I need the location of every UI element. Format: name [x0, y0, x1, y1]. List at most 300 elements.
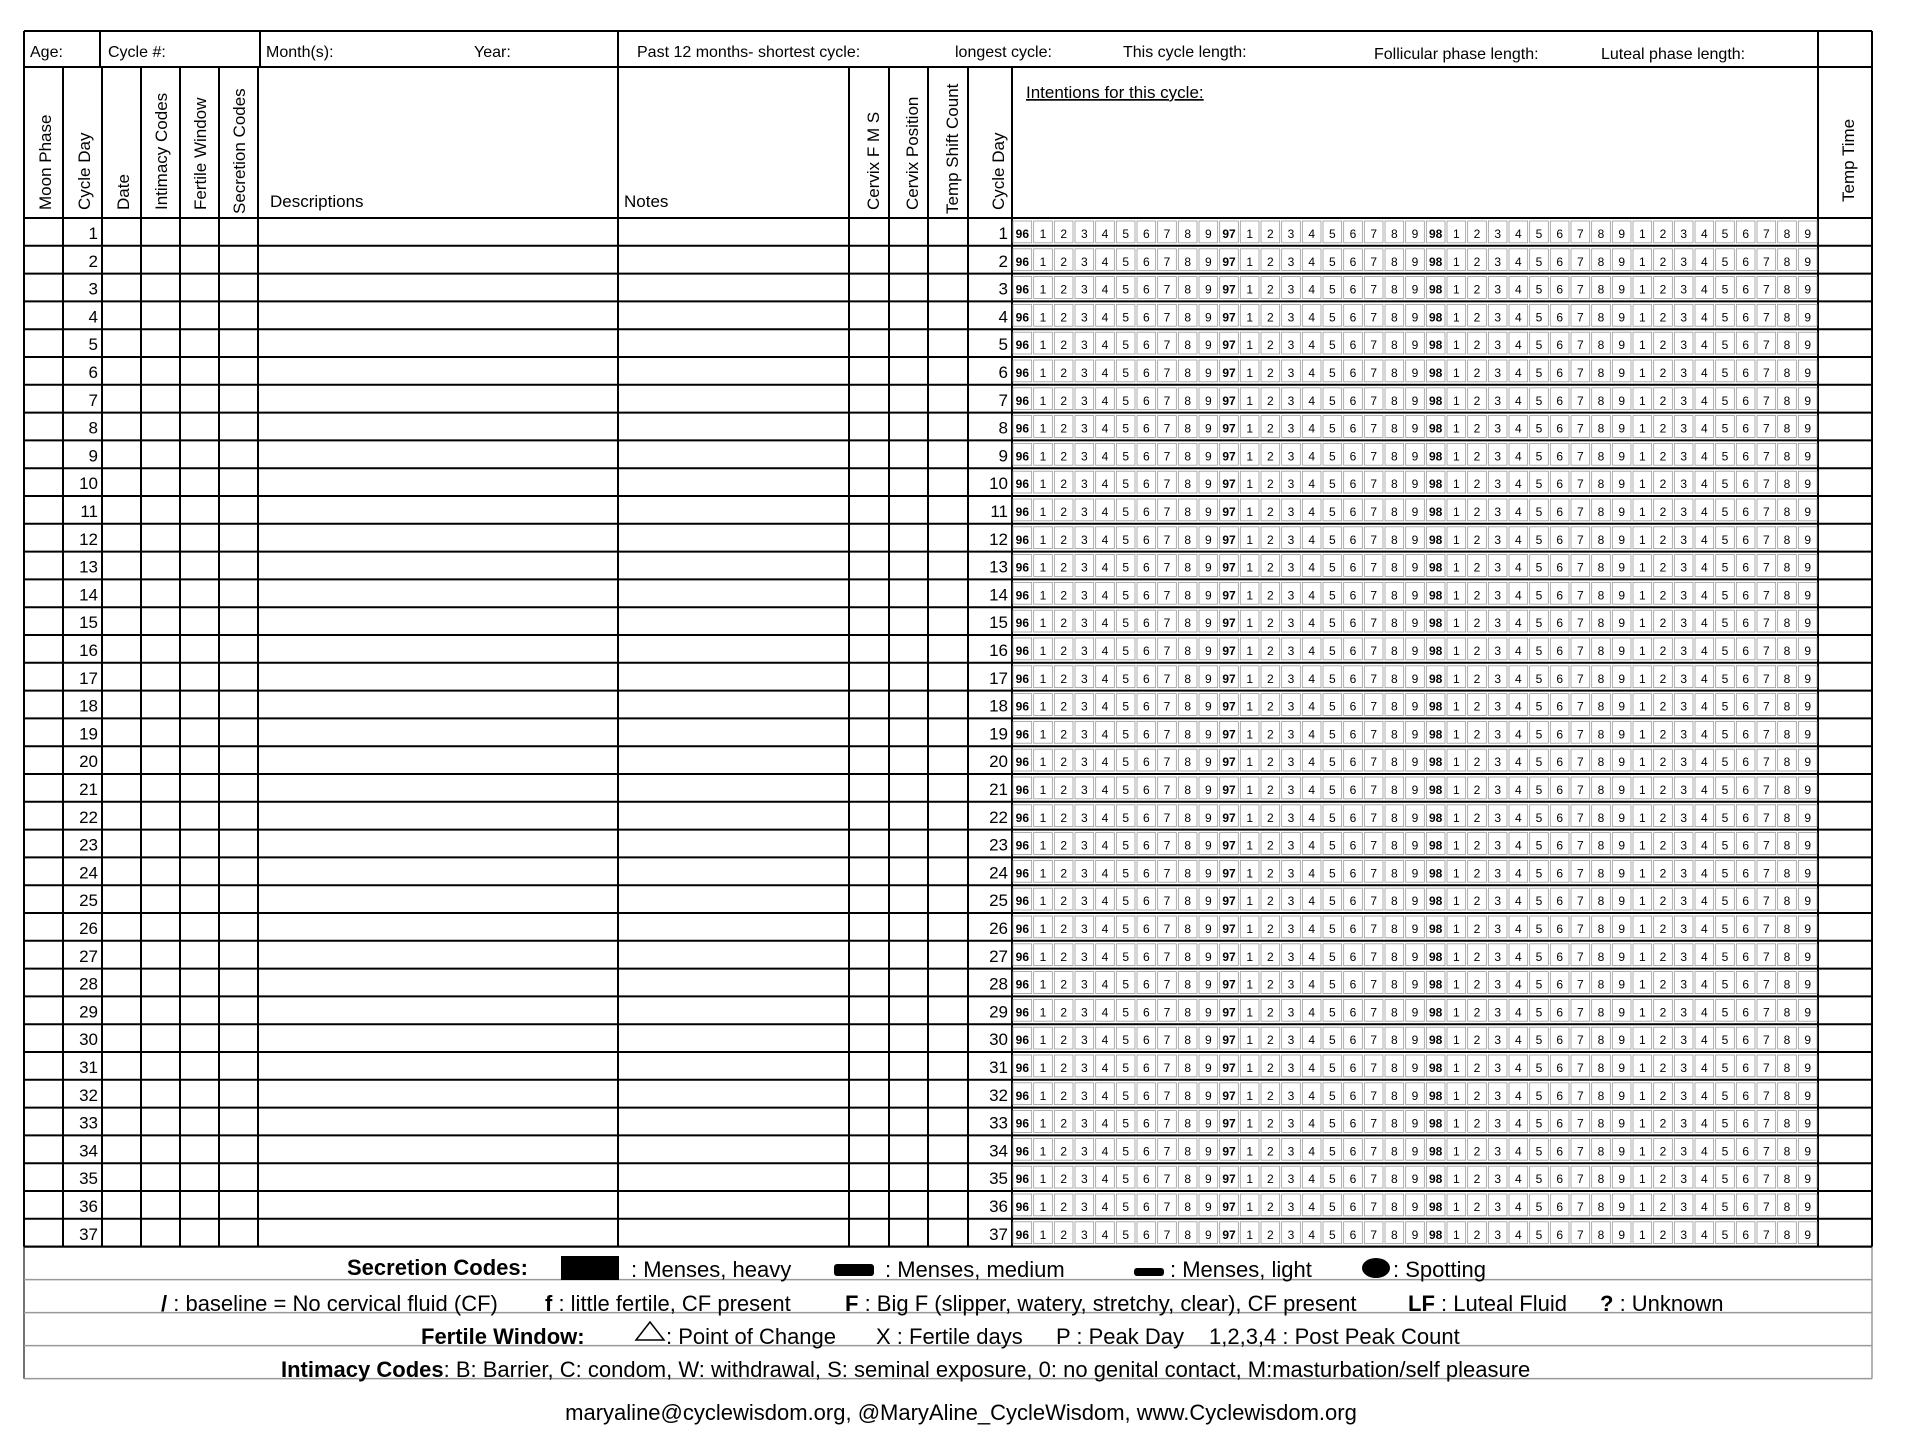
temp-scale-value: 9: [1618, 282, 1626, 297]
temp-scale-value: 8: [1783, 977, 1791, 992]
temp-scale-value: 6: [1742, 1116, 1750, 1131]
temp-scale-value: 6: [1142, 310, 1150, 325]
temp-scale-value: 8: [1390, 699, 1398, 714]
temp-scale-value: 7: [1370, 560, 1378, 575]
temp-scale-value: 7: [1370, 1088, 1378, 1103]
temp-scale-value: 7: [1576, 1116, 1584, 1131]
temp-scale-value: 6: [1349, 949, 1357, 964]
temp-scale-value: 4: [1514, 866, 1522, 881]
temp-scale-value: 6: [1742, 1005, 1750, 1020]
temp-scale-value: 8: [1390, 421, 1398, 436]
little-f-symbol: f: [545, 1291, 553, 1316]
temp-scale-value: 7: [1370, 783, 1378, 797]
temp-scale-value: 3: [1287, 1116, 1295, 1131]
temp-scale-value: 97: [1222, 1227, 1236, 1242]
temp-scale-value: 6: [1142, 449, 1150, 464]
temp-scale-value: 5: [1122, 449, 1130, 464]
temp-scale-value: 7: [1163, 560, 1171, 575]
temp-scale-value: 4: [1514, 366, 1522, 380]
temp-scale-value: 8: [1184, 1227, 1192, 1242]
temp-scale-value: 7: [1163, 421, 1171, 436]
temp-scale-value: 5: [1122, 393, 1130, 408]
temp-scale-value: 3: [1494, 560, 1502, 575]
temp-scale-value: 7: [1370, 1227, 1378, 1242]
temp-scale-value: 9: [1804, 532, 1812, 547]
temp-scale-value: 6: [1142, 810, 1150, 825]
temp-scale-value: 5: [1328, 1005, 1336, 1020]
temp-scale-value: 6: [1349, 449, 1357, 464]
temp-scale-value: 97: [1222, 505, 1236, 519]
temp-scale-value: 6: [1556, 810, 1564, 825]
temp-scale-value: 96: [1015, 699, 1030, 714]
temp-scale-value: 5: [1328, 1144, 1336, 1159]
temp-scale-value: 9: [1804, 310, 1812, 325]
temp-scale-value: 1: [1246, 254, 1254, 269]
temp-scale-value: 97: [1222, 393, 1236, 408]
temp-scale-value: 3: [1080, 866, 1088, 881]
temp-scale-value: 98: [1428, 977, 1443, 992]
temp-scale-value: 5: [1328, 755, 1336, 770]
temp-scale-value: 5: [1535, 1061, 1543, 1075]
temp-scale-value: 6: [1142, 838, 1150, 853]
cycle-day-cell-2: 28: [989, 974, 1008, 994]
temp-scale-value: 1: [1246, 505, 1254, 519]
temp-scale-value: 5: [1122, 755, 1130, 770]
temp-scale-value: 1: [1246, 977, 1254, 992]
temp-scale-value: 2: [1266, 644, 1274, 658]
temp-scale-value: 4: [1700, 338, 1708, 353]
temp-scale-value: 9: [1618, 727, 1626, 742]
temp-scale-value: 6: [1142, 1061, 1150, 1075]
temp-scale-value: 3: [1494, 1116, 1502, 1131]
temp-scale-value: 7: [1163, 755, 1171, 770]
temp-scale-value: 4: [1308, 588, 1316, 603]
temp-scale-value: 9: [1204, 644, 1212, 658]
temp-scale-value: 1: [1638, 810, 1646, 825]
temp-scale-value: 4: [1308, 1088, 1316, 1103]
temp-scale-value: 2: [1266, 310, 1274, 325]
temp-scale-value: 3: [1287, 644, 1295, 658]
temp-scale-value: 7: [1163, 1227, 1171, 1242]
temp-scale-value: 5: [1535, 727, 1543, 742]
cycle-day-cell-2: 24: [989, 863, 1008, 883]
temp-scale-value: 4: [1514, 449, 1522, 464]
temp-scale-value: 97: [1222, 1088, 1236, 1103]
temp-scale-value: 4: [1308, 810, 1316, 825]
temp-scale-value: 3: [1080, 393, 1088, 408]
temp-scale-value: 9: [1411, 671, 1419, 686]
temp-scale-value: 8: [1783, 1200, 1791, 1214]
temp-scale-value: 1: [1039, 1005, 1047, 1020]
temp-scale-value: 8: [1390, 254, 1398, 269]
temp-scale-value: 2: [1473, 532, 1481, 547]
temp-scale-value: 4: [1514, 1144, 1522, 1159]
temp-scale-value: 9: [1411, 949, 1419, 964]
temp-scale-value: 8: [1390, 1033, 1398, 1048]
cycle-day-cell: 28: [79, 974, 98, 994]
temp-scale-value: 9: [1804, 1033, 1812, 1048]
temp-scale-value: 5: [1122, 1227, 1130, 1242]
temp-scale-value: 7: [1370, 727, 1378, 742]
temp-scale-value: 3: [1680, 1116, 1688, 1131]
temp-scale-value: 3: [1494, 1033, 1502, 1048]
temp-scale-value: 9: [1618, 310, 1626, 325]
temp-scale-value: 6: [1556, 477, 1564, 492]
temp-scale-value: 3: [1287, 755, 1295, 770]
temp-scale-value: 9: [1618, 977, 1626, 992]
temp-scale-value: 6: [1742, 699, 1750, 714]
temp-scale-value: 2: [1266, 1172, 1274, 1187]
temp-scale-value: 8: [1597, 755, 1605, 770]
cycle-day-cell: 36: [79, 1197, 98, 1216]
temp-scale-value: 1: [1039, 560, 1047, 575]
temp-scale-value: 3: [1680, 588, 1688, 603]
temp-scale-value: 6: [1556, 671, 1564, 686]
secretion-codes-header: Secretion Codes: [230, 88, 249, 214]
unknown-text: : Unknown: [1613, 1291, 1724, 1316]
temp-scale-value: 2: [1473, 644, 1481, 658]
temp-scale-value: 6: [1349, 727, 1357, 742]
temp-scale-value: 5: [1721, 810, 1729, 825]
temp-scale-value: 8: [1184, 671, 1192, 686]
temp-scale-value: 4: [1514, 671, 1522, 686]
temp-scale-value: 8: [1184, 1005, 1192, 1020]
temp-scale-value: 8: [1783, 227, 1791, 241]
temp-scale-value: 97: [1222, 227, 1236, 241]
temp-scale-value: 4: [1308, 282, 1316, 297]
temp-scale-value: 8: [1390, 1200, 1398, 1214]
temp-scale-value: 1: [1246, 644, 1254, 658]
temp-scale-value: 7: [1163, 588, 1171, 603]
temp-scale-value: 8: [1597, 532, 1605, 547]
temp-scale-value: 2: [1266, 838, 1274, 853]
temp-scale-value: 1: [1039, 1200, 1047, 1214]
temp-scale-value: 8: [1783, 699, 1791, 714]
temp-scale-value: 8: [1597, 560, 1605, 575]
temp-scale-value: 3: [1680, 755, 1688, 770]
temp-scale-value: 8: [1597, 310, 1605, 325]
temp-scale-value: 6: [1349, 1033, 1357, 1048]
temp-scale-value: 1: [1039, 366, 1047, 380]
cycle-day-cell: 22: [79, 807, 98, 827]
temp-scale-value: 6: [1142, 254, 1150, 269]
temp-scale-value: 4: [1700, 560, 1708, 575]
temp-scale-value: 5: [1122, 810, 1130, 825]
temp-scale-value: 1: [1039, 310, 1047, 325]
temp-scale-value: 2: [1659, 366, 1667, 380]
temp-scale-value: 9: [1804, 977, 1812, 992]
temp-scale-value: 3: [1680, 699, 1688, 714]
temp-scale-value: 96: [1015, 1061, 1030, 1075]
temp-time-header: Temp Time: [1839, 118, 1858, 202]
temp-scale-value: 7: [1762, 1061, 1770, 1075]
temp-scale-value: 5: [1328, 282, 1336, 297]
temp-scale-value: 8: [1390, 477, 1398, 492]
temp-scale-value: 9: [1618, 866, 1626, 881]
temp-scale-value: 97: [1222, 1033, 1236, 1048]
temp-scale-value: 96: [1015, 1172, 1030, 1187]
temp-scale-value: 9: [1204, 894, 1212, 909]
temp-scale-value: 6: [1142, 1200, 1150, 1214]
temp-scale-value: 2: [1060, 866, 1068, 881]
temp-scale-value: 5: [1535, 1088, 1543, 1103]
temp-scale-value: 2: [1266, 671, 1274, 686]
temp-scale-value: 4: [1514, 616, 1522, 631]
temp-scale-value: 97: [1222, 616, 1236, 631]
temp-scale-value: 7: [1576, 505, 1584, 519]
temp-scale-value: 3: [1287, 949, 1295, 964]
temp-scale-value: 7: [1762, 755, 1770, 770]
cycle-day-cell: 1: [88, 224, 98, 243]
temp-scale-value: 7: [1163, 922, 1171, 936]
temp-scale-value: 7: [1163, 810, 1171, 825]
cycle-day-cell: 9: [88, 446, 98, 466]
temp-scale-value: 98: [1428, 1227, 1443, 1242]
temp-scale-value: 2: [1060, 949, 1068, 964]
temp-scale-value: 2: [1659, 866, 1667, 881]
temp-scale-value: 4: [1308, 1033, 1316, 1048]
temp-scale-value: 9: [1618, 1200, 1626, 1214]
temp-scale-value: 6: [1742, 1061, 1750, 1075]
temp-scale-value: 8: [1390, 922, 1398, 936]
cycle-day-cell-2: 11: [990, 502, 1008, 521]
temp-scale-value: 4: [1700, 366, 1708, 380]
temp-scale-value: 8: [1597, 866, 1605, 881]
temp-scale-value: 1: [1246, 477, 1254, 492]
temp-scale-value: 3: [1494, 449, 1502, 464]
temp-scale-value: 3: [1080, 1005, 1088, 1020]
temp-scale-value: 2: [1266, 1200, 1274, 1214]
temp-scale-value: 96: [1015, 922, 1030, 936]
temp-scale-value: 8: [1597, 644, 1605, 658]
temp-scale-value: 4: [1308, 1116, 1316, 1131]
temp-scale-value: 1: [1452, 1005, 1460, 1020]
temp-scale-value: 5: [1535, 505, 1543, 519]
temp-scale-value: 2: [1473, 588, 1481, 603]
temp-scale-value: 6: [1556, 338, 1564, 353]
temp-scale-value: 3: [1080, 1061, 1088, 1075]
temp-scale-value: 5: [1122, 588, 1130, 603]
temp-scale-value: 4: [1101, 449, 1109, 464]
temp-scale-value: 2: [1659, 1116, 1667, 1131]
temp-scale-value: 4: [1101, 338, 1109, 353]
temp-scale-value: 1: [1452, 977, 1460, 992]
temp-scale-value: 4: [1514, 922, 1522, 936]
temp-scale-value: 5: [1535, 393, 1543, 408]
temp-scale-value: 9: [1411, 366, 1419, 380]
temp-scale-value: 2: [1659, 338, 1667, 353]
temp-scale-value: 7: [1576, 338, 1584, 353]
temp-scale-value: 6: [1742, 254, 1750, 269]
temp-scale-value: 1: [1638, 644, 1646, 658]
temp-scale-value: 8: [1597, 838, 1605, 853]
temp-scale-value: 8: [1597, 588, 1605, 603]
temp-scale-value: 8: [1783, 755, 1791, 770]
temp-scale-value: 4: [1700, 588, 1708, 603]
temp-scale-value: 7: [1762, 977, 1770, 992]
temp-scale-value: 6: [1349, 421, 1357, 436]
temp-scale-value: 3: [1680, 783, 1688, 797]
big-f-symbol: F: [845, 1291, 859, 1316]
temp-scale-value: 8: [1783, 560, 1791, 575]
temp-scale-value: 8: [1184, 227, 1192, 241]
temp-scale-value: 98: [1428, 644, 1443, 658]
temp-scale-value: 3: [1494, 671, 1502, 686]
temp-scale-value: 8: [1783, 949, 1791, 964]
temp-scale-value: 5: [1535, 783, 1543, 797]
temp-scale-value: 4: [1700, 532, 1708, 547]
temp-scale-value: 1: [1246, 449, 1254, 464]
temp-scale-value: 5: [1122, 977, 1130, 992]
temp-scale-value: 7: [1576, 810, 1584, 825]
temp-scale-value: 4: [1101, 866, 1109, 881]
temp-scale-value: 7: [1163, 727, 1171, 742]
temp-scale-value: 7: [1370, 588, 1378, 603]
temp-scale-value: 9: [1411, 1227, 1419, 1242]
temp-scale-value: 1: [1246, 310, 1254, 325]
temp-scale-value: 6: [1742, 616, 1750, 631]
temp-scale-value: 1: [1039, 949, 1047, 964]
temp-scale-value: 9: [1411, 1088, 1419, 1103]
temp-scale-value: 1: [1246, 393, 1254, 408]
temp-scale-value: 97: [1222, 532, 1236, 547]
temp-scale-value: 96: [1015, 1116, 1030, 1131]
temp-scale-value: 3: [1080, 227, 1088, 241]
temp-scale-value: 6: [1556, 421, 1564, 436]
temp-scale-value: 98: [1428, 616, 1443, 631]
temp-scale-value: 8: [1783, 727, 1791, 742]
temp-scale-value: 3: [1494, 1005, 1502, 1020]
temp-scale-value: 6: [1142, 977, 1150, 992]
temp-scale-value: 2: [1659, 449, 1667, 464]
intentions-header: Intentions for this cycle:: [1026, 83, 1204, 102]
temp-scale-value: 2: [1659, 1200, 1667, 1214]
temp-scale-value: 9: [1204, 588, 1212, 603]
temp-scale-value: 96: [1015, 1227, 1030, 1242]
temp-scale-value: 7: [1576, 560, 1584, 575]
temp-scale-value: 5: [1328, 1061, 1336, 1075]
temp-scale-value: 4: [1700, 449, 1708, 464]
temp-scale-value: 8: [1184, 366, 1192, 380]
temp-scale-value: 1: [1246, 1144, 1254, 1159]
temp-scale-value: 2: [1266, 922, 1274, 936]
temp-scale-value: 4: [1308, 366, 1316, 380]
temp-scale-value: 96: [1015, 449, 1030, 464]
temp-scale-value: 7: [1163, 338, 1171, 353]
cycle-day-cell-2: 13: [989, 557, 1008, 577]
temp-scale-value: 98: [1428, 1200, 1443, 1214]
temp-scale-value: 8: [1184, 838, 1192, 853]
temp-scale-value: 2: [1473, 671, 1481, 686]
temp-scale-value: 9: [1804, 254, 1812, 269]
temp-scale-value: 3: [1287, 894, 1295, 909]
temp-scale-value: 4: [1700, 1200, 1708, 1214]
temp-scale-value: 5: [1721, 1005, 1729, 1020]
temp-scale-value: 98: [1428, 1116, 1443, 1131]
temp-scale-value: 2: [1060, 227, 1068, 241]
temp-scale-value: 8: [1597, 1088, 1605, 1103]
temp-scale-value: 1: [1039, 755, 1047, 770]
temp-scale-value: 6: [1742, 755, 1750, 770]
temp-scale-value: 6: [1142, 393, 1150, 408]
temp-scale-value: 6: [1742, 310, 1750, 325]
temp-scale-value: 4: [1514, 838, 1522, 853]
temp-scale-value: 1: [1246, 838, 1254, 853]
temp-scale-value: 8: [1783, 1172, 1791, 1187]
temp-scale-value: 9: [1204, 727, 1212, 742]
date-header: Date: [114, 174, 133, 210]
temp-scale-value: 6: [1556, 894, 1564, 909]
temp-scale-value: 4: [1101, 310, 1109, 325]
temp-scale-value: 5: [1721, 338, 1729, 353]
temp-scale-value: 6: [1142, 1005, 1150, 1020]
temp-scale-value: 7: [1762, 477, 1770, 492]
temp-scale-value: 6: [1556, 755, 1564, 770]
cycle-day-cell-2: 34: [989, 1141, 1008, 1161]
temp-scale-value: 3: [1680, 838, 1688, 853]
temp-scale-value: 2: [1266, 338, 1274, 353]
temp-scale-value: 3: [1680, 644, 1688, 658]
cycle-day-cell: 11: [80, 502, 98, 521]
temp-scale-value: 8: [1184, 1116, 1192, 1131]
temp-scale-value: 9: [1618, 616, 1626, 631]
temp-scale-value: 5: [1535, 560, 1543, 575]
temp-scale-value: 7: [1762, 671, 1770, 686]
temp-scale-value: 4: [1700, 227, 1708, 241]
temp-scale-value: 7: [1370, 1005, 1378, 1020]
temp-scale-value: 3: [1494, 1088, 1502, 1103]
temp-scale-value: 3: [1680, 282, 1688, 297]
temp-scale-value: 3: [1080, 505, 1088, 519]
temp-scale-value: 7: [1762, 366, 1770, 380]
temp-scale-value: 9: [1804, 1172, 1812, 1187]
temp-scale-value: 3: [1080, 282, 1088, 297]
temp-scale-value: 8: [1597, 810, 1605, 825]
temp-scale-value: 9: [1411, 588, 1419, 603]
temp-scale-value: 2: [1473, 1061, 1481, 1075]
temp-scale-value: 4: [1308, 1172, 1316, 1187]
temp-scale-value: 3: [1680, 949, 1688, 964]
temp-scale-value: 9: [1804, 338, 1812, 353]
temp-scale-value: 8: [1597, 922, 1605, 936]
temp-scale-value: 5: [1721, 866, 1729, 881]
temp-scale-value: 1: [1246, 755, 1254, 770]
temp-scale-value: 8: [1390, 560, 1398, 575]
temp-scale-value: 4: [1101, 1116, 1109, 1131]
temp-scale-value: 1: [1452, 1144, 1460, 1159]
temp-scale-value: 96: [1015, 477, 1030, 492]
temp-scale-value: 5: [1535, 838, 1543, 853]
temp-scale-value: 4: [1514, 1200, 1522, 1214]
temp-scale-value: 5: [1328, 477, 1336, 492]
cycle-day-cell: 5: [88, 335, 98, 355]
temp-scale-value: 6: [1349, 477, 1357, 492]
temp-scale-value: 96: [1015, 560, 1030, 575]
cycle-day-cell: 17: [79, 668, 98, 688]
temp-scale-value: 4: [1101, 810, 1109, 825]
temp-scale-value: 4: [1514, 310, 1522, 325]
temp-scale-value: 9: [1204, 755, 1212, 770]
temp-scale-value: 1: [1246, 616, 1254, 631]
temp-scale-value: 9: [1618, 227, 1626, 241]
temp-scale-value: 6: [1556, 949, 1564, 964]
temp-scale-value: 7: [1370, 699, 1378, 714]
temp-scale-value: 8: [1597, 254, 1605, 269]
cycle-day-cell: 34: [79, 1141, 98, 1161]
temp-scale-value: 4: [1308, 449, 1316, 464]
temp-scale-value: 98: [1428, 755, 1443, 770]
temp-scale-value: 3: [1287, 393, 1295, 408]
